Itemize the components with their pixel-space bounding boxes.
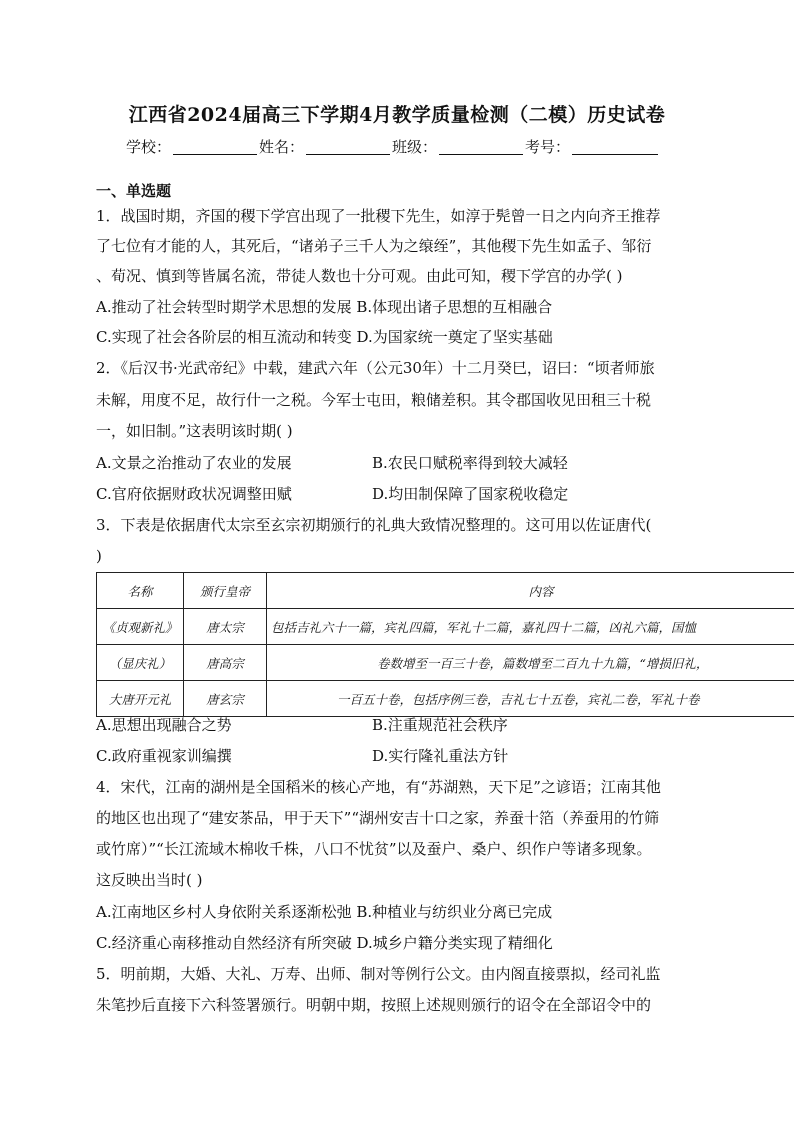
q3-option-d[interactable]: D.实行隆礼重法方针 <box>372 747 509 765</box>
q3-line-1: 3．下表是依据唐代太宗至玄宗初期颁行的礼典大致情况整理的。这可用以佐证唐代( <box>96 516 652 534</box>
q3-option-a[interactable]: A.思想出现融合之势 <box>96 716 232 734</box>
q2-option-b[interactable]: B.农民口赋税率得到较大减轻 <box>372 454 568 472</box>
table-cell: 唐太宗 <box>184 609 267 645</box>
q4-line-3: 或竹席）”“长江流域木棉收千株，八口不忧贫”以及蚕户、桑户、织作户等诸多现象。 <box>96 840 652 858</box>
name-label: 姓名： <box>259 138 305 156</box>
table-cell: 包括吉礼六十一篇，宾礼四篇，军礼十二篇，嘉礼四十二篇，凶礼六篇，国恤 <box>267 609 794 645</box>
q2-option-c[interactable]: C.官府依据财政状况调整田赋 <box>96 485 292 503</box>
exam-title: 江西省2024届高三下学期4月教学质量检测（二模）历史试卷 <box>128 104 666 126</box>
section-heading: 一、单选题 <box>96 182 172 200</box>
q1-options-cd[interactable]: C.实现了社会各阶层的相互流动和转变 D.为国家统一奠定了坚实基础 <box>96 328 553 346</box>
q2-line-2: 未解，用度不足，故行什一之税。今军士屯田，粮储差积。其令郡国收见田租三十税 <box>96 391 652 409</box>
number-label: 考号： <box>525 138 571 156</box>
q5-line-2: 朱笔抄后直接下六科签署颁行。明朝中期，按照上述规则颁行的诏令在全部诏令中的 <box>96 996 652 1014</box>
q2-line-3: 一，如旧制。”这表明该时期( ) <box>96 422 293 440</box>
table-row <box>97 681 794 717</box>
q3-option-b[interactable]: B.注重规范社会秩序 <box>372 716 508 734</box>
table-header-cell: 名称 <box>97 573 184 609</box>
ritual-table <box>96 572 794 717</box>
q1-line-1: 1．战国时期，齐国的稷下学宫出现了一批稷下先生，如淳于髡曾一日之内向齐王推荐 <box>96 207 661 225</box>
q4-options-ab[interactable]: A.江南地区乡村人身依附关系逐渐松弛 B.种植业与纺织业分离已完成 <box>96 903 553 921</box>
table-cell: 大唐开元礼 <box>97 681 184 717</box>
q4-line-4: 这反映出当时( ) <box>96 871 203 889</box>
table-row <box>97 645 794 681</box>
class-label: 班级： <box>392 138 438 156</box>
q2-line-1: 2．《后汉书·光武帝纪》中载，建武六年（公元30年）十二月癸巳，诏曰：“顷者师旅 <box>96 359 655 377</box>
q4-line-1: 4．宋代，江南的湖州是全国稻米的核心产地，有“苏湖熟，天下足”之谚语；江南其他 <box>96 778 661 796</box>
q3-option-c[interactable]: C.政府重视家训编撰 <box>96 747 232 765</box>
table-header-row <box>97 573 794 609</box>
table-cell: （显庆礼） <box>97 645 184 681</box>
table-cell: 《贞观新礼》 <box>97 609 184 645</box>
table-header-cell: 内容 <box>267 573 794 609</box>
q1-line-2: 了七位有才能的人，其死后，“诸弟子三千人为之缞绖”，其他稷下先生如孟子、邹衍 <box>96 237 652 255</box>
q4-options-cd[interactable]: C.经济重心南移推动自然经济有所突破 D.城乡户籍分类实现了精细化 <box>96 934 553 952</box>
school-label: 学校： <box>126 138 172 156</box>
table-header-cell: 颁行皇帝 <box>184 573 267 609</box>
table-cell: 唐高宗 <box>184 645 267 681</box>
q3-line-2: ) <box>96 547 102 565</box>
table-cell: 唐玄宗 <box>184 681 267 717</box>
q1-line-3: 、荀况、慎到等皆属名流，带徒人数也十分可观。由此可知，稷下学宫的办学( ) <box>96 267 623 285</box>
q1-options-ab[interactable]: A.推动了社会转型时期学术思想的发展 B.体现出诸子思想的互相融合 <box>96 298 553 316</box>
q2-option-a[interactable]: A.文景之治推动了农业的发展 <box>96 454 292 472</box>
table-row <box>97 609 794 645</box>
q2-option-d[interactable]: D.均田制保障了国家税收稳定 <box>372 485 569 503</box>
q4-line-2: 的地区也出现了“建安茶品，甲于天下”“湖州安吉十口之家，养蚕十箔（养蚕用的竹筛 <box>96 809 660 827</box>
table-cell: 一百五十卷，包括序例三卷，吉礼七十五卷，宾礼二卷，军礼十卷 <box>267 681 794 717</box>
q5-line-1: 5．明前期，大婚、大礼、万寿、出师、制对等例行公文。由内阁直接票拟，经司礼监 <box>96 965 661 983</box>
table-cell: 卷数增至一百三十卷，篇数增至二百九十九篇，“增损旧礼， <box>267 645 794 681</box>
